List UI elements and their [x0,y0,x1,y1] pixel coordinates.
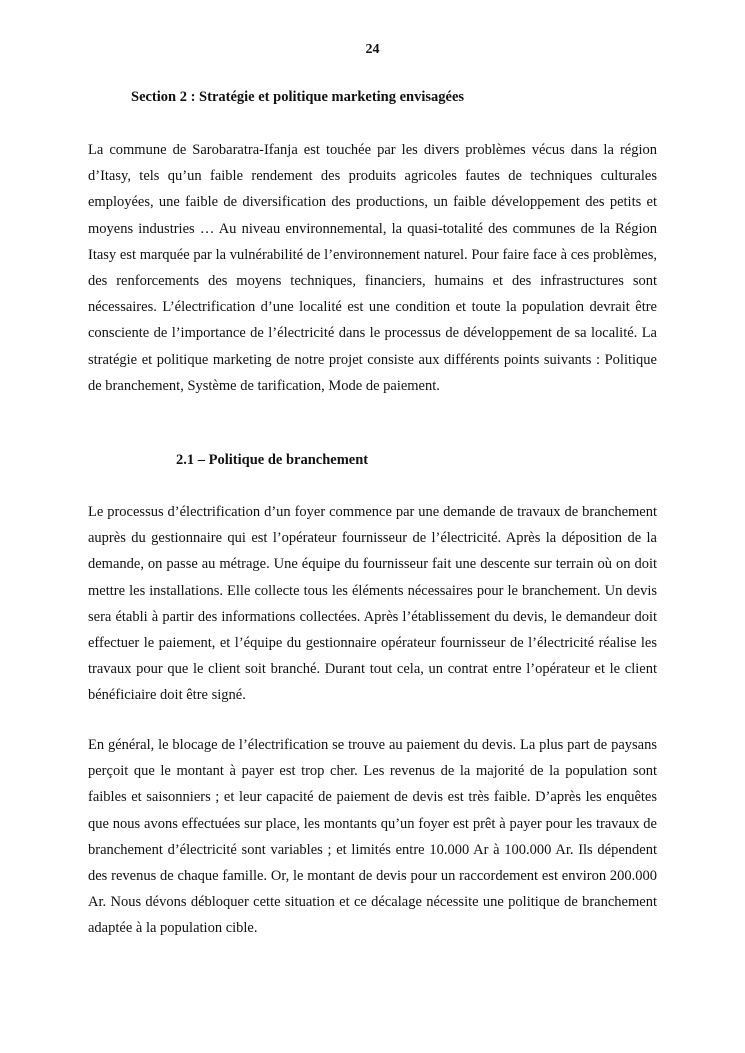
branchement-paragraph-1: Le processus d’électrification d’un foyer commence par une demande de travaux de branchement auprès du gestionnaire qui est l’opérateur fournisseur de l’électricité. Après la déposition de la demande, on passe au métrage. Une équipe du fournisseur fait une descente sur terrain où on doit mettre les installations. Elle collecte tous les éléments nécessaires pour le branchement. Un devis sera établi à partir des informations collectées. Après l’établissement du devis, le demandeur doit effectuer le paiement, et l’équipe du gestionnaire opérateur fournisseur de l’électricité réalise les travaux pour que le client soit branché. Durant tout cela, un contrat entre l’opérateur et le client bénéficiaire doit être signé. [88,504,657,704]
intro-paragraph: La commune de Sarobaratra-Ifanja est touchée par les divers problèmes vécus dans la région d’Itasy, tels qu’un faible rendement des produits agricoles fautes de techniques culturales employées, une faible de diversification des productions, un faible développement des petits et moyens industries … Au niveau environnemental, la quasi-totalité des communes de la Région Itasy est marquée par la vulnérabilité de l’environnement naturel. Pour faire face à ces problèmes, des renforcements des moyens techniques, financiers, humains et des infrastructures sont nécessaires. L’électrification d’une localité est une condition et toute la population devrait être consciente de l’importance de l’électricité dans le processus de développement de sa localité. La stratégie et politique marketing de notre projet consiste aux différents points suivants : Politique de branchement, Système de tarification, Mode de paiement. [88,142,657,394]
page-number: 24 [365,42,380,57]
subsection-title: 2.1 – Politique de branchement [176,452,369,468]
branchement-paragraph-2: En général, le blocage de l’électrification se trouve au paiement du devis. La plus part de paysans perçoit que le montant à payer est trop cher. Les revenus de la majorité de la population sont faibles et saisonniers ; et leur capacité de paiement de devis est très faible. D’après les enquêtes que nous avons effectuées sur place, les montants qu’un foyer est prêt à payer pour les travaux de branchement d’électricité sont variables ; et limités entre 10.000 Ar à 100.000 Ar. Ils dépendent des revenus de chaque famille. Or, le montant de devis pour un raccordement est environ 200.000 Ar. Nous dévons débloquer cette situation et ce décalage nécessite une politique de branchement adaptée à la population cible. [88,737,657,937]
section-title: Section 2 : Stratégie et politique marketing envisagées [131,89,465,105]
